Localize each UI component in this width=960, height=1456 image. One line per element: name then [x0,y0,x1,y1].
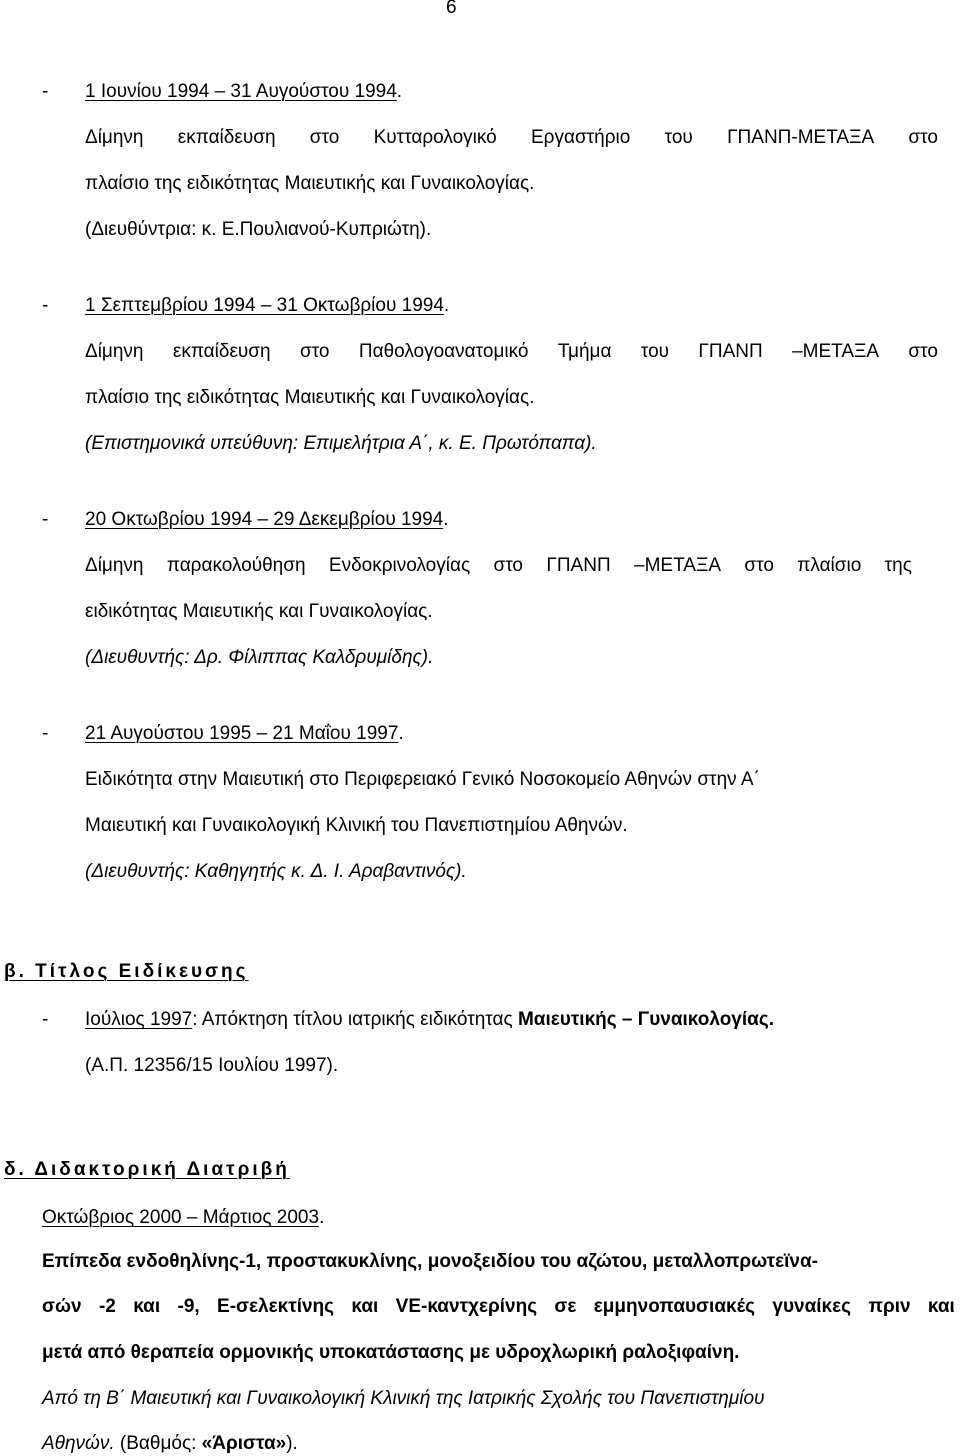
word: VE-καντχερίνης [395,1296,538,1317]
word: Ε-σελεκτίνης [217,1296,335,1317]
thesis-title-line [42,1295,955,1319]
title-line [85,1008,774,1032]
period-date: 1 Ιουνίου 1994 – 31 Αυγούστου 1994 [85,81,397,102]
bullet-dash: - [42,81,49,102]
word: Εργαστήριο [530,127,631,148]
description-line: πλαίσιο της ειδικότητας Μαιευτικής και Γυναικολογίας. [85,387,535,408]
bullet-dash: - [42,509,49,530]
thesis-source-line: Από τη Β΄ Μαιευτική και Γυναικολογική Κλινική της Ιατρικής Σχολής του Πανεπιστημίου [42,1388,765,1409]
page-number: 6 [446,0,457,18]
period-date: 1 Σεπτεμβρίου 1994 – 31 Οκτωβρίου 1994 [85,295,444,316]
description-line: πλαίσιο της ειδικότητας Μαιευτικής και Γυναικολογίας. [85,173,535,194]
description-line [85,126,938,150]
bullet-dash: - [42,295,49,316]
section-heading-b: β. Τίτλος Ειδίκευσης [4,961,249,982]
thesis-period: Οκτώβριος 2000 – Μάρτιος 2003 [42,1207,320,1228]
description-line: Ειδικότητα στην Μαιευτική στο Περιφερειακό Γενικό Νοσοκομείο Αθηνών στην Α΄ [85,769,760,790]
period-date: 21 Αυγούστου 1995 – 21 Μαΐου 1997 [85,723,399,744]
thesis-title-line: Επίπεδα ενδοθηλίνης-1, προστακυκλίνης, μονοξειδίου του αζώτου, μεταλλοπρωτεϊνα- [42,1251,819,1272]
grade-value: «Άριστα» [201,1433,287,1454]
title-date: Ιούλιος 1997 [85,1009,193,1030]
word: στο [309,127,340,148]
director-line: (Επιστημονικά υπεύθυνη: Επιμελήτρια Α΄, κ. Ε. Πρωτόπαπα). [85,433,597,454]
grade-label: (Βαθμός: [114,1433,202,1454]
word: ΓΠΑΝΠ [698,341,763,362]
word: Τμήμα [557,341,612,362]
word: γυναίκες [772,1296,852,1317]
word: Δίμηνη [85,127,144,148]
word: στο [744,555,774,576]
reference-number: (Α.Π. 12356/15 Ιουλίου 1997). [85,1055,339,1076]
word: –ΜΕΤΑΞΑ [634,555,721,576]
description-line [85,340,938,364]
source-city: Αθηνών. [42,1433,115,1454]
word: Ενδοκρινολογίας [328,555,471,576]
word: του [640,341,670,362]
grade-end: ). [286,1433,298,1454]
word: εκπαίδευση [172,341,271,362]
word: στο [908,127,938,148]
thesis-source-line [42,1432,298,1456]
word: –ΜΕΤΑΞΑ [792,341,880,362]
word: Παθολογοανατομικό [358,341,529,362]
description-line [85,554,912,578]
title-text: : Απόκτηση τίτλου ιατρικής ειδικότητας [192,1009,518,1030]
word: -2 [98,1296,116,1317]
word: και [351,1296,379,1317]
word: ΓΠΑΝΠ-ΜΕΤΑΞΑ [727,127,875,148]
section-heading-d: δ. Διδακτορική Διατριβή [4,1159,290,1180]
word: στο [299,341,330,362]
word: παρακολούθηση [166,555,306,576]
description-line: Μαιευτική και Γυναικολογική Κλινική του Πανεπιστημίου Αθηνών. [85,815,628,836]
description-line: ειδικότητας Μαιευτικής και Γυναικολογίας. [85,601,433,622]
word: σών [42,1296,82,1317]
word: και [133,1296,161,1317]
specialty-name: Μαιευτικής – Γυναικολογίας. [517,1009,774,1030]
word: της [884,555,912,576]
word: πλαίσιο [797,555,862,576]
word: Δίμηνη [85,341,144,362]
word: εκπαίδευση [177,127,276,148]
word: σε [554,1296,577,1317]
word: ΓΠΑΝΠ [546,555,611,576]
word: στο [908,341,938,362]
word: Κυτταρολογικό [373,127,497,148]
word: εμμηνοπαυσιακές [593,1296,756,1317]
bullet-dash: - [42,723,49,744]
word: και [927,1296,955,1317]
word: στο [493,555,523,576]
thesis-title-line: μετά από θεραπεία ορμονικής υποκατάστασης με υδροχλωρική ραλοξιφαίνη. [42,1342,740,1363]
director-line: (Διευθύντρια: κ. Ε.Πουλιανού-Κυπριώτη). [85,219,432,240]
bullet-dash: - [42,1009,49,1030]
word: του [664,127,693,148]
director-line: (Διευθυντής: Δρ. Φίλιππας Καλδρυμίδης). [85,647,434,668]
word: πριν [868,1296,911,1317]
word: Δίμηνη [85,555,144,576]
period-date: 20 Οκτωβρίου 1994 – 29 Δεκεμβρίου 1994 [85,509,444,530]
director-line: (Διευθυντής: Καθηγητής κ. Δ. Ι. Αραβαντινός). [85,861,467,882]
word: -9, [177,1296,200,1317]
